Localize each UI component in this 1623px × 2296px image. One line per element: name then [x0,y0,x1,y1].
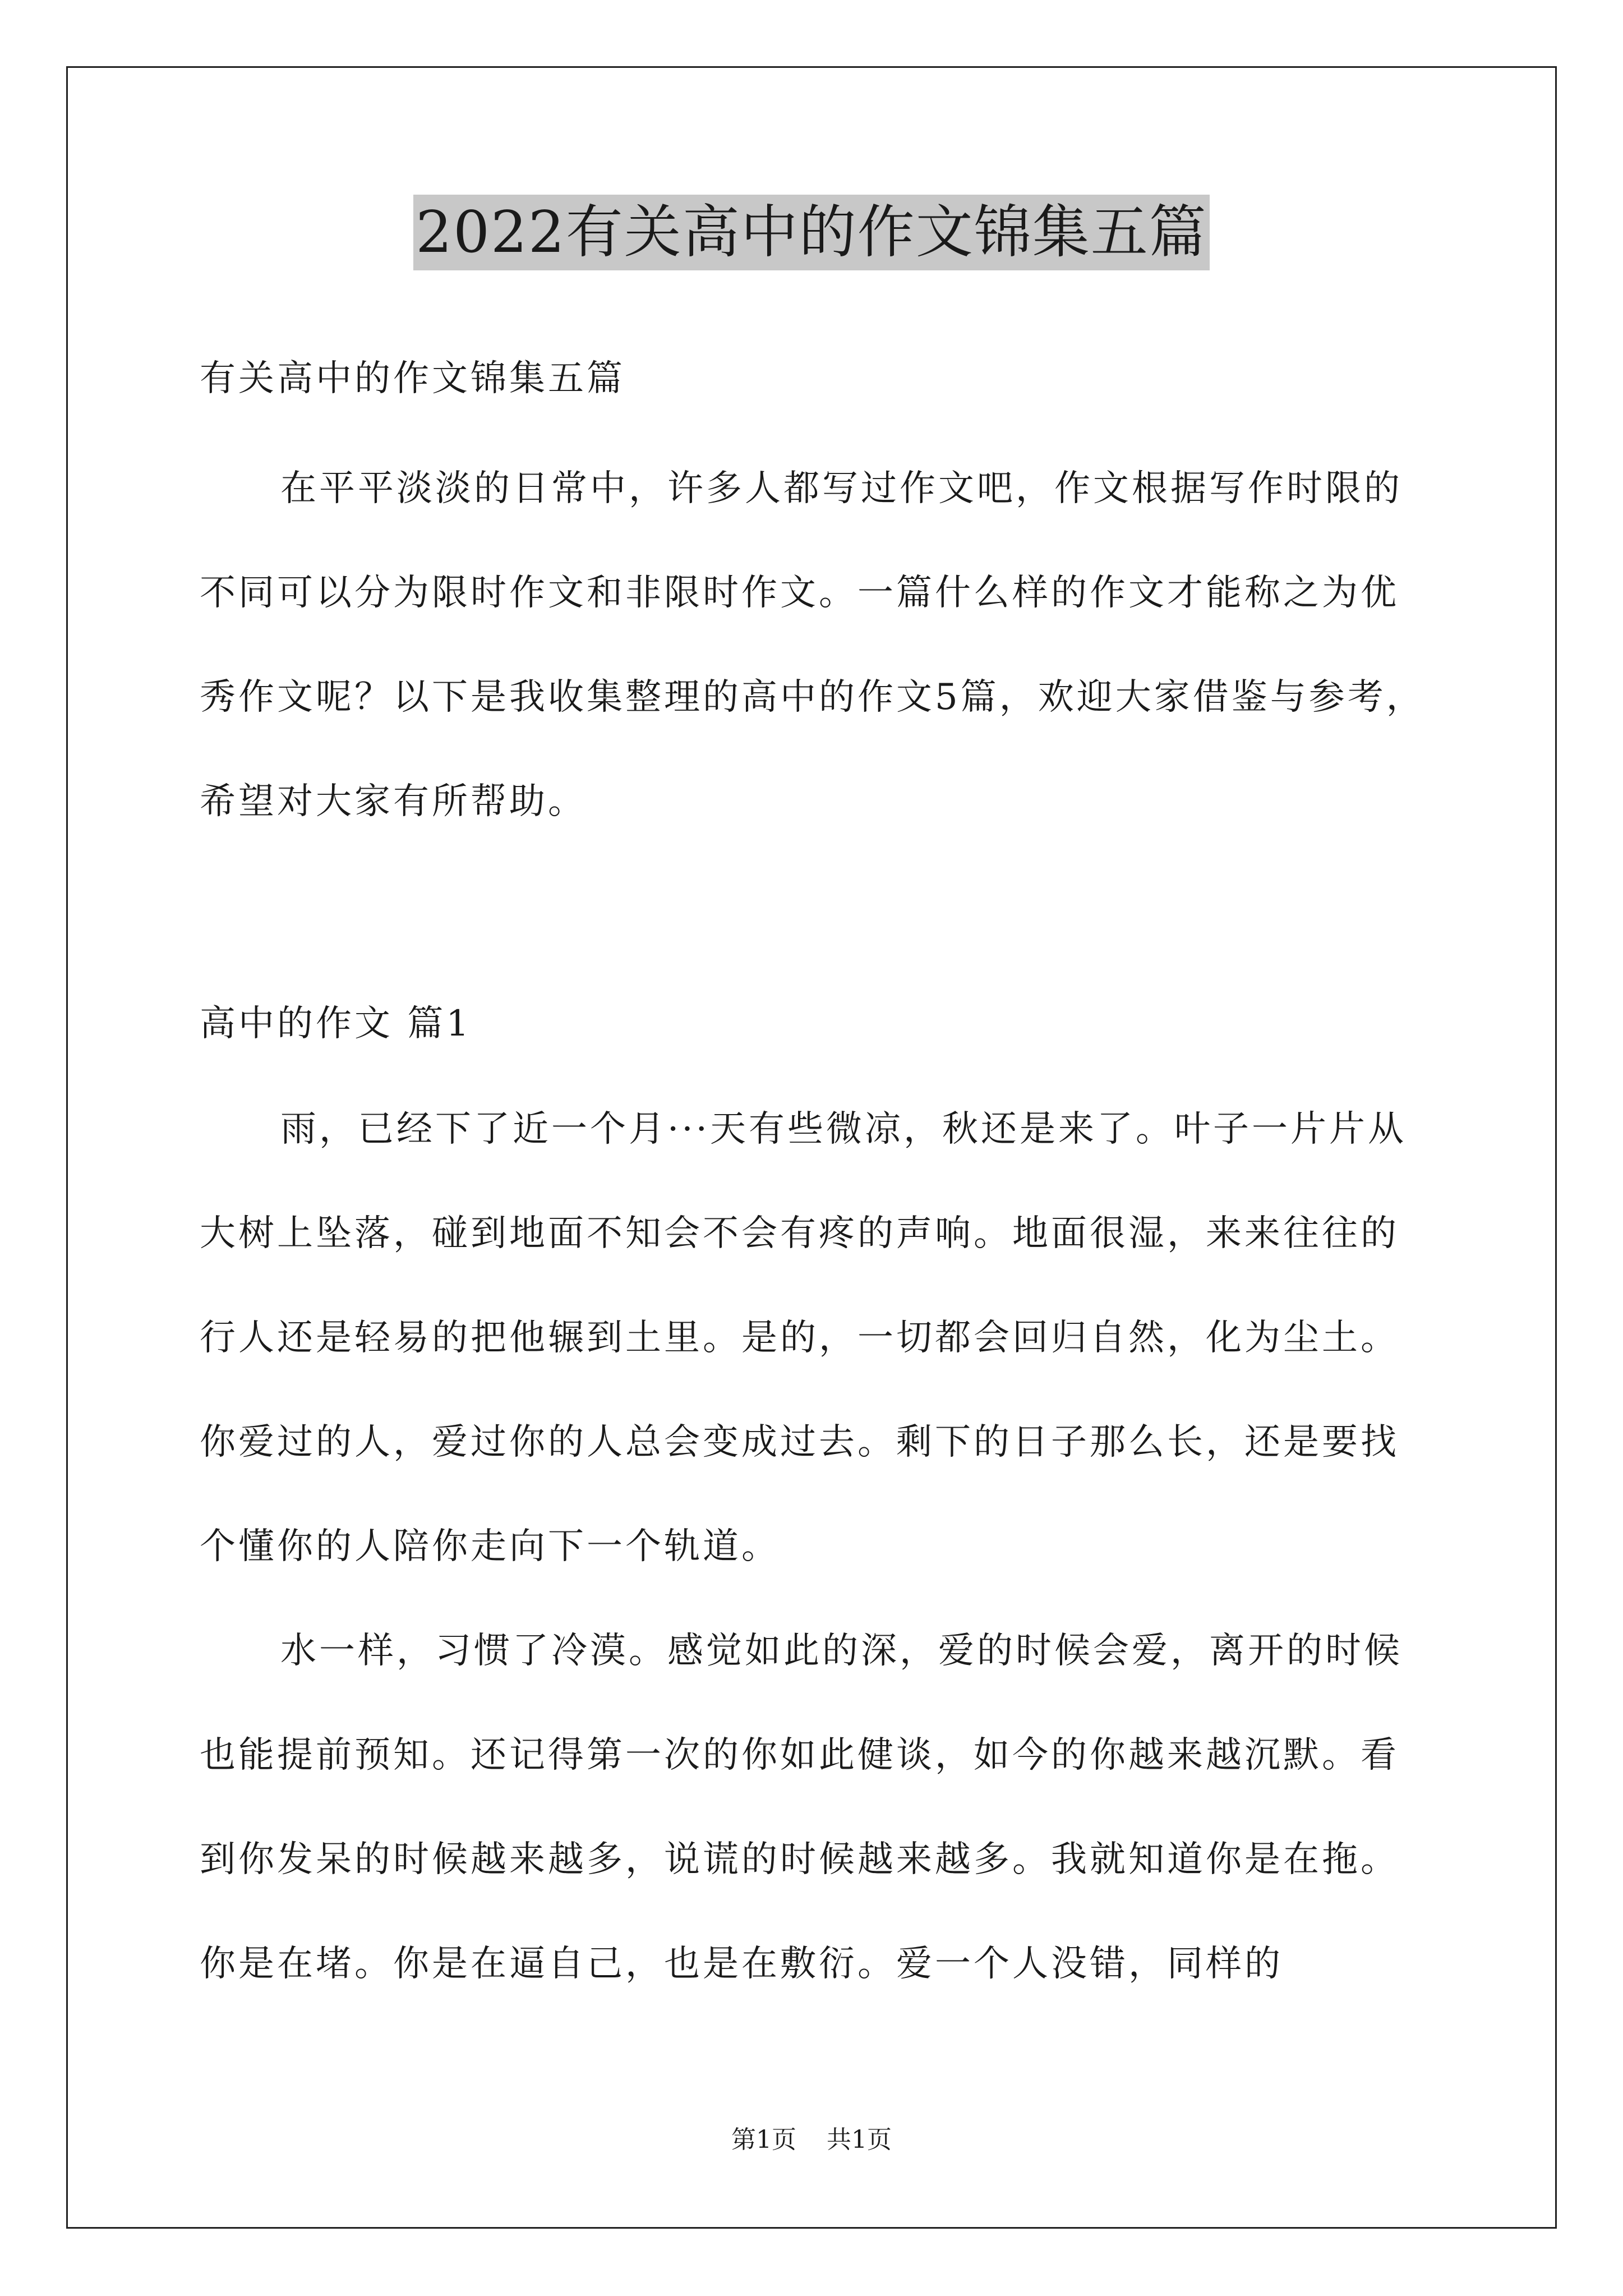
intro-paragraph: 在平平淡淡的日常中，许多人都写过作文吧，作文根据写作时限的不同可以分为限时作文和非限时作文。一篇什么样的作文才能称之为优秀作文呢？以下是我收集整理的高中的作文5篇，欢迎大家借鉴与参考，希望对大家有所帮助。 [200,468,1425,822]
document-title-text: 2022有关高中的作文锦集五篇 [413,195,1210,270]
section-paragraph-2: 水一样，习惯了冷漠。感觉如此的深，爱的时候会爱，离开的时候也能提前预知。还记得第一次的你如此健谈，如今的你越来越沉默。看到你发呆的时候越来越多，说谎的时候越来越多。我就知道你是在拖。你是在堵。你是在逼自己，也是在敷衍。爱一个人没错，同样的 [200,1630,1403,1985]
page-total: 共1页 [827,2125,892,2154]
page-number: 第1页 [731,2125,796,2154]
document-title [0,194,1623,272]
page-footer [0,2123,1623,2157]
document-subtitle: 有关高中的作文锦集五篇 [200,358,625,399]
section-paragraph-1: 雨，已经下了近一个月···天有些微凉，秋还是来了。叶子一片片从大树上坠落，碰到地面不知会不会有疼的声响。地面很湿，来来往往的行人还是轻易的把他辗到土里。是的，一切都会回归自然，化为尘土。你爱过的人，爱过你的人总会变成过去。剩下的日子那么长，还是要找个懂你的人陪你走向下一个轨道。 [200,1108,1407,1567]
section-heading: 高中的作文 篇1 [200,1003,472,1045]
